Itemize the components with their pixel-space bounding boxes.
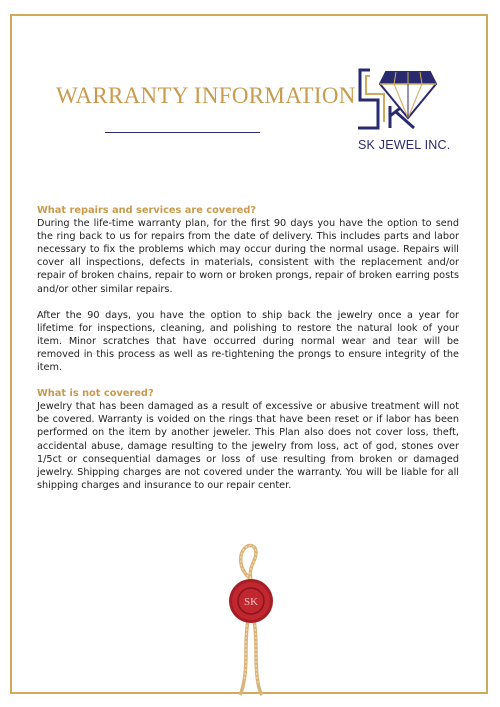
warranty-content	[37, 204, 459, 492]
seal-monogram: SK	[243, 596, 259, 608]
section-heading-covered: What repairs and services are covered?	[37, 205, 257, 216]
covered-paragraph-1: During the life-time warranty plan, for the first 90 days you have the option to send the ring back to us for repairs from the date of delivery. This includes parts and labor necessary to fix the problems which may occur during the normal usage. Repairs will cover all inspections, defects in materials, consistent with the replacement and/or repair of broken chains, repair to worn or broken prongs, repair of broken earring posts and/or other similar repairs.	[37, 218, 459, 295]
title-underline	[105, 132, 260, 133]
section-heading-not-covered: What is not covered?	[37, 388, 154, 400]
diamond-logo-icon	[356, 66, 438, 132]
wax-seal-icon	[218, 537, 284, 697]
company-name: SK JEWEL INC.	[358, 138, 451, 152]
not-covered-paragraph: Jewelry that has been damaged as a result of excessive or abusive treatment will not be covered. Warranty is voided on the rings that have been reset or if labor has been performed on the item by another jeweler. This Plan also does not cover loss, theft, accidental abuse, damage resulting to the jewelry from loss, act of god, stones over 1/5ct or consequential damages or loss of use resulting from broken or damaged jewelry. Shipping charges are not covered under the warranty. You will be liable for all shipping charges and insurance to our repair center.	[37, 401, 459, 491]
page-title: WARRANTY INFORMATION	[56, 83, 356, 108]
covered-paragraph-2: After the 90 days, you have the option to ship back the jewelry once a year for lifetime for inspections, cleaning, and polishing to restore the natural look of your item. Minor scratches that have occurred during normal wear and tear will be removed in this process as well as re-tightening the prongs to ensure integrity of the item.	[37, 309, 459, 374]
